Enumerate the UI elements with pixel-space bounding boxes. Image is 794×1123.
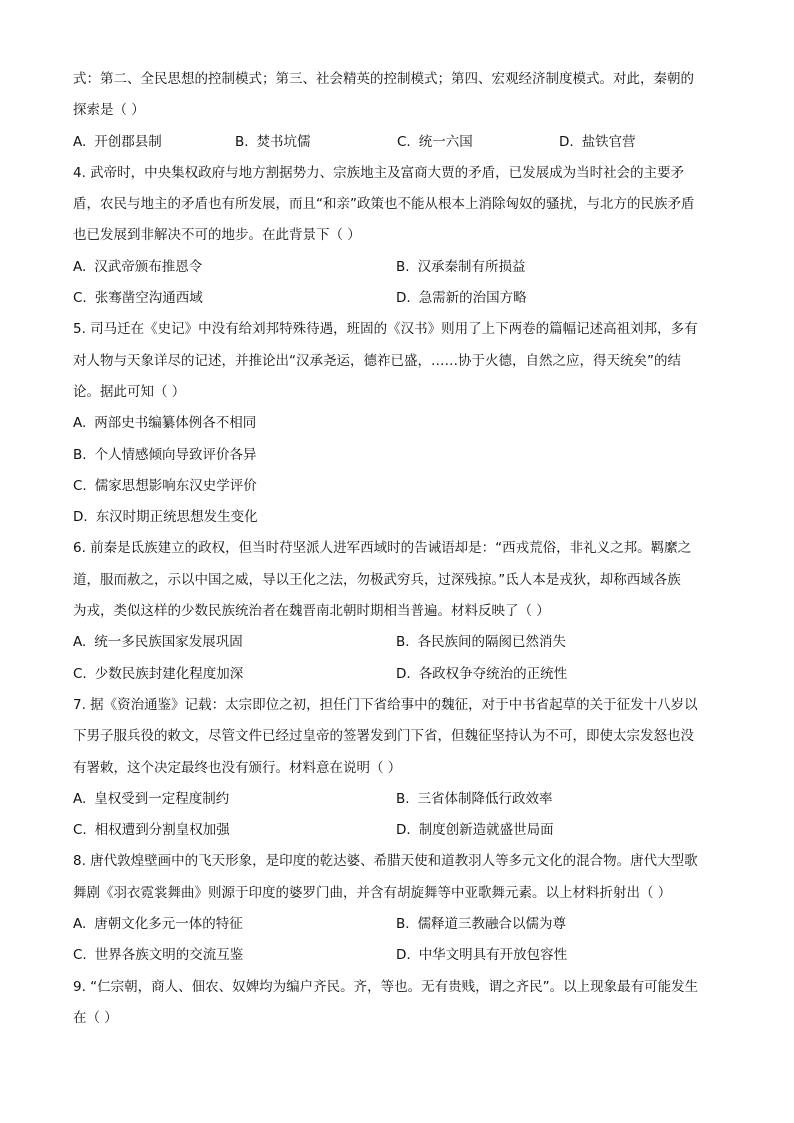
question-8-line-1: 8. 唐代敦煌壁画中的飞天形象，是印度的乾达婆、希腊天使和道教羽人等多元文化的混合物。唐代大型歌 [73,853,698,870]
question-6-options-row-2 [73,659,723,690]
question-6-options-row-1 [73,627,723,658]
option-b[interactable]: B. 三省体制降低行政效率 [396,790,553,807]
option-d[interactable]: D. 急需新的治国方略 [396,290,527,307]
question-7-options-row-1 [73,784,723,815]
question-6-line-2: 道，服而赦之，示以中国之威，导以王化之法，勿极武穷兵，过深残掠。”氐人本是戎狄，却称西域各族 [73,571,681,588]
option-b[interactable]: B. 焚书坑儒 [235,133,311,150]
option-a[interactable]: A. 唐朝文化多元一体的特征 [73,916,243,933]
question-7-line-2: 下男子服兵役的敕文，尽管文件已经过皇帝的签署发到门下省，但魏征坚持认为不可，即使太宗发怒也没 [73,728,694,745]
question-7 [73,690,723,846]
question-8-options-row-2 [73,940,723,971]
option-a[interactable]: A. 开创郡县制 [73,133,162,150]
option-c[interactable]: C. 儒家思想影响东汉史学评价 [73,477,257,494]
option-a[interactable]: A. 汉武帝颁布推恩令 [73,258,203,275]
question-4-line-3: 也已发展到非解决不可的地步。在此背景下（ ） [73,227,361,244]
option-a[interactable]: A. 两部史书编纂体例各不相同 [73,415,257,432]
question-6-line-3: 为戎，类似这样的少数民族统治者在魏晋南北朝时期相当普遍。材料反映了（ ） [73,603,550,620]
option-c[interactable]: C. 世界各族文明的交流互鉴 [73,947,244,964]
question-4-options-row-2 [73,283,723,314]
option-c[interactable]: C. 统一六国 [397,133,473,150]
option-a[interactable]: A. 统一多民族国家发展巩固 [73,634,243,651]
option-d[interactable]: D. 各政权争夺统治的正统性 [396,665,568,682]
question-5-line-2: 对人物与天象详尽的记述，并推论出“汉承尧运，德祚已盛，……协于火德，自然之应，得天统矣”的结 [73,352,681,369]
question-9 [73,972,723,1035]
option-b[interactable]: B. 各民族间的隔阂已然消失 [396,634,567,651]
question-4 [73,158,723,314]
question-4-line-2: 盾，农民与地主的矛盾也有所发展，而且“和亲”政策也不能从根本上消除匈奴的骚扰，与北方的民族矛盾 [73,196,695,213]
question-3 [73,64,723,158]
question-5-line-1: 5. 司马迁在《史记》中没有给刘邦特殊待遇，班固的《汉书》则用了上下两卷的篇幅记述高祖刘邦，多有 [73,321,698,338]
option-c[interactable]: C. 相权遭到分割皇权加强 [73,822,230,839]
question-8-line-2: 舞剧《羽衣霓裳舞曲》则源于印度的婆罗门曲，并含有胡旋舞等中亚歌舞元素。以上材料折射出（ ） [73,884,672,901]
question-7-line-3: 有署敕，这个决定最终也没有颁行。材料意在说明（ ） [73,759,402,776]
question-3-options [73,127,723,158]
question-6-line-1: 6. 前秦是氐族建立的政权，但当时苻坚派人进军西域时的告诫语却是：“西戎荒俗，非礼义之邦。羁縻之 [73,540,692,557]
option-c[interactable]: C. 少数民族封建化程度加深 [73,665,244,682]
question-3-line-2: 探索是（ ） [73,102,145,119]
question-5-line-3: 论。据此可知（ ） [73,383,186,400]
option-b[interactable]: B. 个人情感倾向导致评价各异 [73,446,257,463]
question-3-line-1: 式：第二、全民思想的控制模式；第三、社会精英的控制模式；第四、宏观经济制度模式。对此，秦朝的 [73,71,694,87]
option-a[interactable]: A. 皇权受到一定程度制约 [73,790,230,807]
question-7-line-1: 7. 据《资治通鉴》记载：太宗即位之初，担任门下省给事中的魏征，对于中书省起草的关于征发十八岁以 [73,696,698,713]
option-d[interactable]: D. 盐铁官营 [559,133,636,150]
question-9-line-1: 9. “仁宗朝，商人、佃农、奴婢均为编户齐民。齐，等也。无有贵贱，谓之齐民”。以上现象最有可能发生 [73,978,699,995]
question-4-options-row-1 [73,252,723,283]
question-5 [73,314,723,533]
option-c[interactable]: C. 张骞凿空沟通西域 [73,290,203,307]
option-d[interactable]: D. 制度创新造就盛世局面 [396,822,554,839]
option-b[interactable]: B. 汉承秦制有所损益 [396,258,526,275]
question-6 [73,533,723,689]
question-8-options-row-1 [73,909,723,940]
question-9-line-2: 在（ ） [73,1009,118,1026]
option-d[interactable]: D. 东汉时期正统思想发生变化 [73,509,258,526]
exam-page [73,64,723,1034]
option-b[interactable]: B. 儒释道三教融合以儒为尊 [396,916,567,933]
question-4-line-1: 4. 武帝时，中央集权政府与地方割据势力、宗族地主及富商大贾的矛盾，已发展成为当时社会的主要矛 [73,164,685,181]
question-7-options-row-2 [73,815,723,846]
option-d[interactable]: D. 中华文明具有开放包容性 [396,947,568,964]
question-8 [73,846,723,971]
